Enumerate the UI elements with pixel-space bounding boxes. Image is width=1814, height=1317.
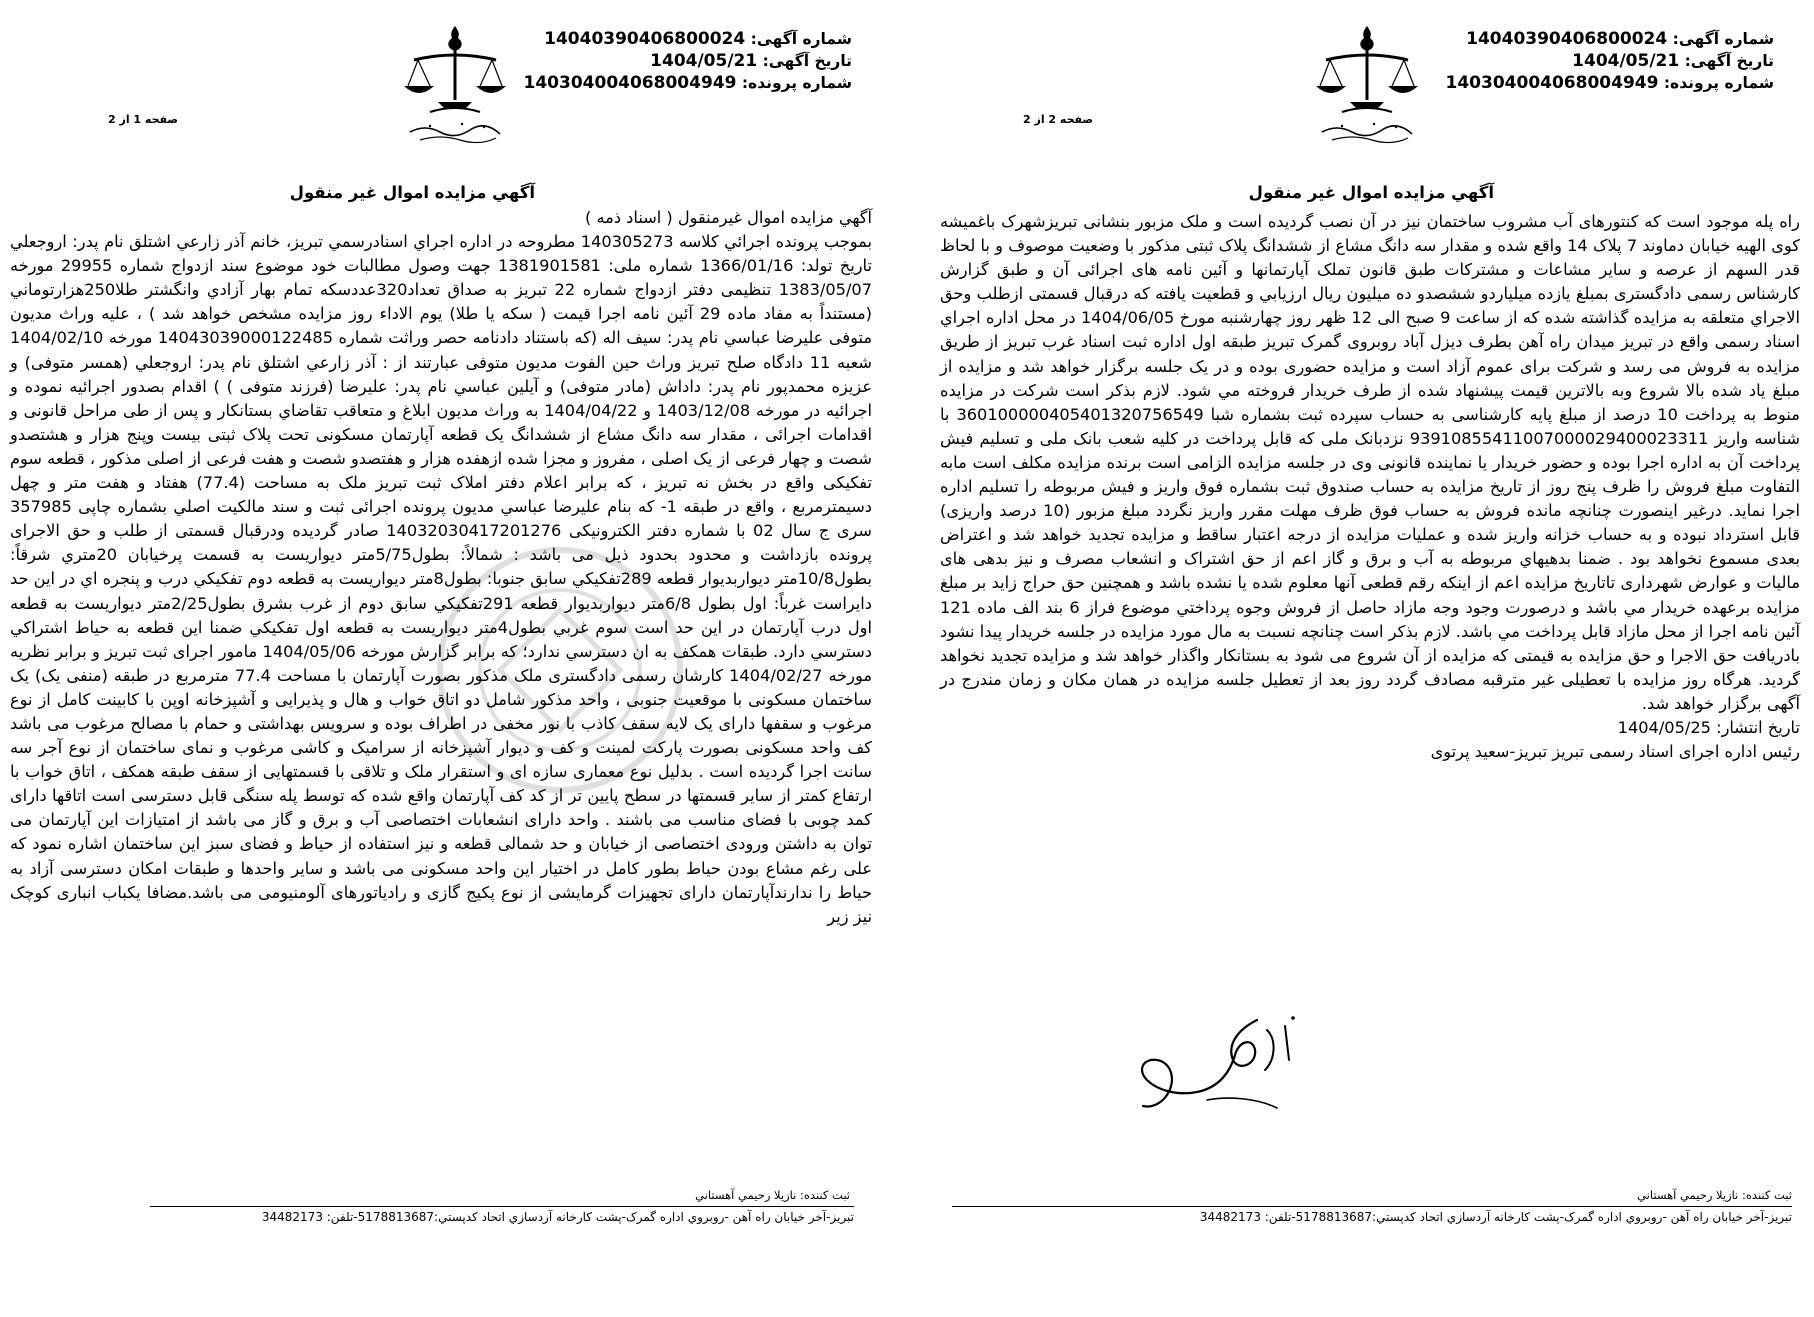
- registrar-name: نازيلا رحيمي آهستاني: [695, 1188, 797, 1202]
- office-address: تبريز-آخر خيابان راه آهن -روبروي اداره گمرک-پشت كارخانه آردسازي اتحاد كدپستي:5178813687-تلفن: 34482173: [1199, 1210, 1792, 1224]
- notice-body: [10, 206, 872, 929]
- notice-body-paragraph: بموجب پرونده اجرائي كلاسه 140305273 مطروحه در اداره اجراي اسنادرسمي تبريز، خانم آذر زارعي اشتلق نام پدر: اروجعلي تاريخ تولد: 1366/01/16 شماره ملی: 1381901581 جهت وصول مطالبات خود موضوع سند ازدواج شماره 29955 مورخه 1383/05/07 تنظيمی دفتر ازدواج شماره 22 تبريز به صداق تعداد320عددسكه تمام بهار آزادي وانگشتر طلا250هزارتوماني (مستنداً به مفاد ماده 29 آئين نامه اجرا قيمت ( سكه يا طلا) يوم الاداء روز مزايده مشخص خواهد شد ) ، عليه وراث مديون متوفی عليرضا عباسي نام پدر: سيف اله (كه باستناد دادنامه حصر وراثت شماره 14043039000122485 مورخه 1404/02/10 شعبه 11 دادگاه صلح تبريز وراث حين الفوت مديون متوفی عبارتند از : آذر زارعي اشتلق نام پدر: اروجعلي (همسر متوفی) و عزيزه محمدپور نام پدر: داداش (مادر متوفی) و آيلين عباسي نام پدر: عليرضا (فرزند متوفی ) ) اقدام بصدور اجرائيه نموده و اجرائيه در مورخه 1403/12/08 و 1404/04/22 به وراث مديون ابلاغ و متعاقب تقاضاي بستانكار و پس از طی مراحل قانونی و اقدامات اجرائی ، مقدار سه دانگ مشاع از ششدانگ يک قطعه آپارتمان مسكونی تحت پلاک ثبتی بيست وپنج هزار و هشتصدو شصت و چهار فرعی از يک اصلی ، مفروز و مجزا شده ازهفده هزار و هفتصدو شصت و هفت فرعی از اصلی مذكور ، قطعه سوم تفكيكی واقع در بخش نه تبريز ، كه برابر اعلام دفتر املاک ثبت تبريز ملک به مساحت (77.4) هفتاد و هفت متر و چهل دسيمترمربع ، واقع در طبقه 1- كه بنام عليرضا عباسي مديون پرونده اجرائی ثبت و سند مالكيت اصلي بشماره چاپی 357985 سری ج سال 02 با شماره دفتر الكترونيكی 14032030417201276 صادر گرديده ودرقبال قسمتی از طلب و حق الاجرای پرونده بازداشت و محدود بحدود ذيل می باشد : شمالاً: بطول5/75متر ديواريست به قسمت پرخيابان 20متري شرقاً: بطول10/8متر ديواربديوار قطعه 289تفكيكي سابق جنوبا: بطول8متر ديواريست به قطعه دوم تفكيكي درب و پنجره اي در اين حد دايراست غرباً: اول بطول 6/8متر ديواربديوار قطعه 291تفكيكي سابق دوم از غرب بشرق بطول2/25متر ديواريست به قطعه اول درب آپارتمان در اين حد است سوم غربي بطول4متر ديواريست به قطعه اول تفكيكي ضمنا اين قطعه به حياط اشتراكي دسترسي دارد. طبقات همكف به ان دسترسي ندارد؛ كه برابر گزارش مورخه 1404/05/06 مامور اجرای ثبت تبريز و برابر نظريه مورخه 1404/02/27 كارشان رسمی دادگستری ملک مذكور بصورت آپارتمان با مساحت 77.4 مترمربع در طبقه (منفی يک) يک ساختمان مسكونی با موقعيت جنوبی ، واحد مذكور شامل دو اتاق خواب و هال و پذيرايی و آشپزخانه اوپن با كابينت كامل از نوع مرغوب و سقفها دارای يک لايه سقف كاذب با نور مخفی در اطراف بوده و سرويس بهداشتی و حمام با مصالح مرغوب می باشد كف واحد مسكونی بصورت پاركت لمينت و كف و ديوار آشپزخانه از سراميک و كاشی مرغوب و نمای ساختمان از نوع آجر سه سانت اجرا گرديده است . بدليل نوع معماری سازه ای و استقرار ملک و تلاقی با قسمتهايی از سقف طبقه همكف ، اتاق خواب با ارتفاع كمتر از ساير قسمتها در سطح پايين تر از كد كف آپارتمان واقع شده كه توسط پله سنگی قابل دسترسی است اتاقها دارای كمد چوبی با فضای مناسب می باشند . واحد دارای انشعابات اختصاصی آب و برق و گاز می باشد از امتيازات اين آپارتمان می توان به داشتن ورودی اختصاصی از خيابان و حد شمالی قطعه و نيز استفاده از حياط و فضای سبز اين ساختمان اشاره نمود كه علی رغم مشاع بودن حياط بطور كامل در اختيار اين واحد مسكونی می باشد و ساير واحدها و طبقات امكان دسترسی آزاد به حياط را ندارندآپارتمان دارای تجهيزات گرمايشی از نوع پكيج گازی و رادياتورهای آلومنيومی می باشد.مضافا يكباب انباری كوچک نيز زير: [10, 232, 873, 926]
- notice-number-label: شماره آگهی:: [1672, 30, 1774, 48]
- page-indicator: صفحه 1 از 2: [108, 113, 179, 126]
- notice-date: 1404/05/21: [1572, 51, 1680, 71]
- handwritten-signature-icon: [1107, 1000, 1327, 1120]
- notice-subtitle: آگهي مزايده اموال غيرمنقول ( اسناد ذمه ): [585, 208, 872, 227]
- notice-number-row: [1446, 28, 1774, 50]
- registrar-line: [695, 1188, 850, 1202]
- publish-date: 1404/05/25: [1617, 717, 1711, 737]
- registrar-line: [1637, 1188, 1792, 1202]
- judiciary-emblem-icon: [400, 20, 510, 145]
- notice-number-row: [524, 28, 852, 50]
- judiciary-emblem-icon: [1312, 20, 1422, 145]
- registrar-label: ثبت كننده:: [800, 1188, 850, 1202]
- chief-signoff: رئيس اداره اجرای اسناد رسمی تبريز تبريز-سعيد پرتوی: [1430, 742, 1800, 762]
- notice-header-meta: [524, 28, 852, 94]
- case-number-label: شماره پرونده:: [741, 74, 852, 92]
- notice-page-2: [907, 0, 1814, 1317]
- notice-body: [940, 210, 1800, 764]
- notice-page-1: [0, 0, 880, 1317]
- case-number-row: [1446, 72, 1774, 94]
- page-indicator: صفحه 2 از 2: [1023, 113, 1094, 126]
- notice-body-paragraph: راه پله موجود است كه كنتورهای آب مشروب ساختمان نيز در آن نصب گرديده است و ملک مزبور بنشانی تبريزشهرک باغميشه كوی الهيه خيابان دماوند 7 پلاک 14 واقع شده و مقدار سه دانگ مشاع از ششدانگ پلاک ثبتی مذكور با وضعيت موصوف و با لحاظ قدر السهم از عرصه و ساير مشاعات و مشتركات طبق قانون تملک آپارتمانها و آئين نامه های اجرائی آن و طبق گزارش كارشناس رسمی دادگستری بمبلغ يازده ميلياردو ششصدو ده ميليون ريال ارزيابي و قطعيت يافته كه درقبال قسمتی ازطلب وحق الاجراي متعلقه به مزايده گذاشته شده كه از ساعت 9 صبح الی 12 ظهر روز چهارشنبه مورخ 1404/06/05 در محل اداره اجراي اسناد رسمی واقع در تبريز ميدان راه آهن بطرف ديزل آباد روبروی گمرک تبريز طبقه اول اداره ثبت اسناد غرب تبريز از طريق مزايده به فروش می رسد و شركت برای عموم آزاد است و مزايده حضوری بوده و در يک جلسه برگزار خواهد شد و مزايده از مبلغ ياد شده بالا شروع وبه بالاترين قيمت پيشنهاد شده از طرف خريدار فروخته مي شود. لازم بذكر است شركت در مزايده منوط به پرداخت 10 درصد از مبلغ پايه كارشناسی به حساب سپرده ثبت بشماره شبا 360100000405401320756549 با شناسه واريز 93910855411007000029400023311 نزدبانک ملی كه قابل پرداخت در كليه شعب بانک ملی و تسليم فيش پرداخت آن به اداره اجرا بوده و حضور خريدار يا نماينده قانونی وی در جلسه مزايده الزامی است برنده مزايده مكلف است مابه التفاوت مبلغ فروش را ظرف پنج روز از تاريخ مزايده به حساب صندوق ثبت بشماره فوق واريز و فيش مربوطه را تسليم اداره اجرا نمايد. درغير اينصورت چنانچه مانده فروش به حساب فوق ظرف مهلت مقرر واريز نگردد مبلغ مزبور (10 درصد واريزی) قابل استرداد نبوده و به حساب خزانه واريز شده و عمليات مزايده از درجه اعتبار ساقط و مزايده تجديد خواهد شد و اعتراض بعدی مسموع نخواهد بود . ضمنا بدهيهاي مربوطه به آب و برق و گاز اعم از حق اشتراک و انشعاب مصرف و نيز بدهی های ماليات و عوارض شهرداری تاتاريخ مزايده اعم از اينكه رقم قطعی آنها معلوم شده يا نشده باشد و همچنين حق حراج زايد بر مبلغ مزايده برعهده خريدار مي باشد و درصورت وجود وجه مازاد حاصل از فروش وجوه پرداختي موضوع فراز 6 بند الف ماده 121 آئين نامه اجرا از محل مازاد قابل پرداخت مي باشد. لازم بذكر است چنانچه نسبت به مال مورد مزايده در جلسه خريدار پيدا نشود بادريافت حق الاجرا و حق مزايده به قيمتی كه مزايده از آن شروع می شود به بستانكار واگذار خواهد شد و مزايده تجديد نخواهد گرديد. هرگاه روز مزايده با تعطيلی غير مترقبه مصادف گردد روز بعد از تعطيل جلسه مزايده در همان مكان و زمان مندرج در آگهی برگزار خواهد شد.: [940, 212, 1801, 713]
- footer-divider: [952, 1206, 1792, 1207]
- notice-date: 1404/05/21: [650, 51, 758, 71]
- registrar-label: ثبت كننده:: [1742, 1188, 1792, 1202]
- office-address: تبريز-آخر خيابان راه آهن -روبروي اداره گمرک-پشت كارخانه آردسازي اتحاد كدپستي:5178813687-تلفن: 34482173: [261, 1210, 854, 1224]
- notice-number-label: شماره آگهی:: [750, 30, 852, 48]
- notice-date-row: [1446, 50, 1774, 72]
- publish-date-line: [940, 716, 1800, 740]
- publish-date-label: تاريخ انتشار:: [1716, 717, 1800, 737]
- notice-date-label: تاریخ آگهی:: [1684, 52, 1774, 70]
- notice-date-row: [524, 50, 852, 72]
- case-number: 140304004068004949: [1445, 73, 1659, 93]
- notice-number: 14040390406800024: [544, 29, 746, 49]
- notice-date-label: تاریخ آگهی:: [762, 52, 852, 70]
- footer-divider: [150, 1206, 854, 1207]
- case-number-row: [524, 72, 852, 94]
- case-number: 140304004068004949: [523, 73, 737, 93]
- registrar-name: نازيلا رحيمي آهستاني: [1637, 1188, 1739, 1202]
- notice-header-meta: [1446, 28, 1774, 94]
- case-number-label: شماره پرونده:: [1663, 74, 1774, 92]
- notice-title: آگهي مزايده اموال غير منقول: [1248, 183, 1494, 202]
- notice-title: آگهي مزايده اموال غير منقول: [289, 183, 535, 202]
- notice-number: 14040390406800024: [1466, 29, 1668, 49]
